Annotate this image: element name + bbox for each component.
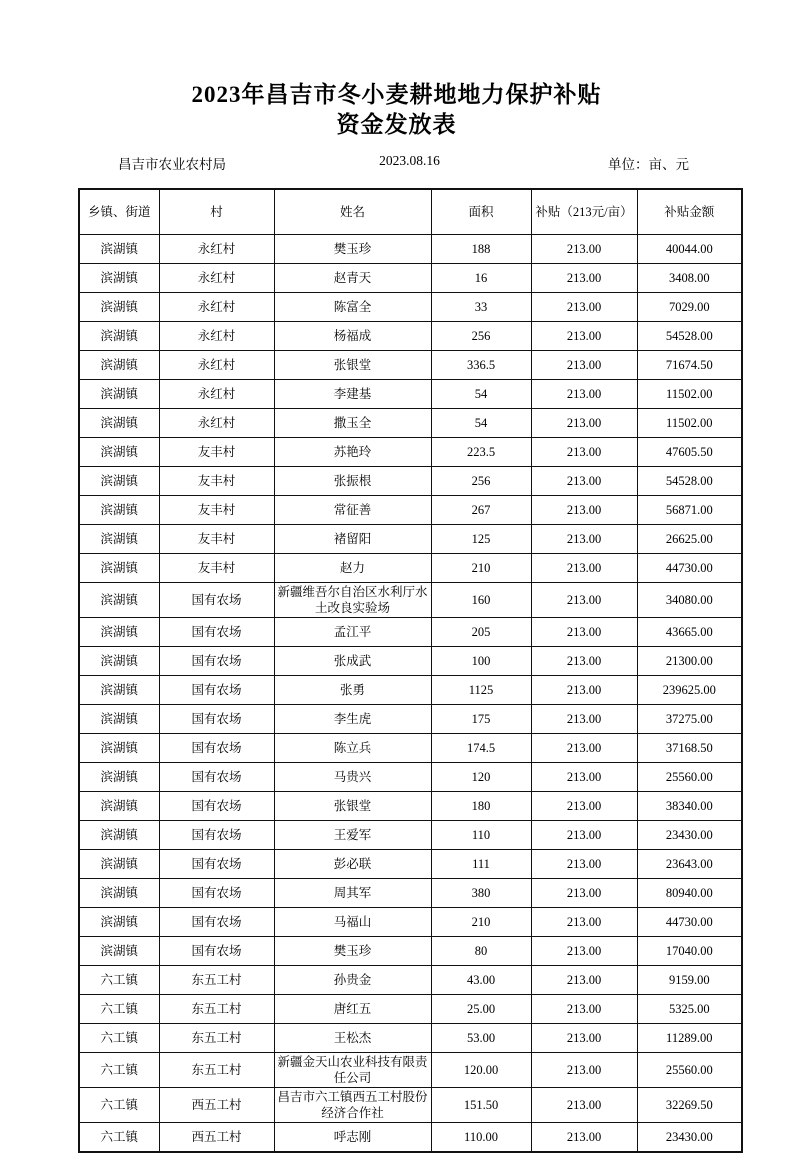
table-cell: 44730.00 xyxy=(637,554,742,583)
table-cell: 昌吉市六工镇西五工村股份经济合作社 xyxy=(274,1088,431,1123)
table-cell: 赵力 xyxy=(274,554,431,583)
table-cell: 友丰村 xyxy=(159,554,274,583)
column-header: 姓名 xyxy=(274,189,431,235)
unit-label: 单位：亩、元 xyxy=(608,157,689,172)
table-cell: 陈富全 xyxy=(274,293,431,322)
table-cell: 李生虎 xyxy=(274,705,431,734)
table-cell: 国有农场 xyxy=(159,763,274,792)
table-cell: 21300.00 xyxy=(637,647,742,676)
table-cell: 34080.00 xyxy=(637,583,742,618)
table-cell: 滨湖镇 xyxy=(79,734,159,763)
table-cell: 213.00 xyxy=(531,438,637,467)
table-row xyxy=(79,734,742,763)
table-cell: 37275.00 xyxy=(637,705,742,734)
table-cell: 175 xyxy=(431,705,531,734)
table-cell: 213.00 xyxy=(531,734,637,763)
table-cell: 213.00 xyxy=(531,264,637,293)
table-cell: 213.00 xyxy=(531,937,637,966)
table-cell: 滨湖镇 xyxy=(79,554,159,583)
table-cell: 213.00 xyxy=(531,879,637,908)
table-cell: 新疆维吾尔自治区水利厅水土改良实验场 xyxy=(274,583,431,618)
table-cell: 11502.00 xyxy=(637,380,742,409)
table-cell: 213.00 xyxy=(531,1088,637,1123)
table-cell: 永红村 xyxy=(159,293,274,322)
table-row xyxy=(79,1053,742,1088)
table-row xyxy=(79,618,742,647)
table-row xyxy=(79,380,742,409)
table-row xyxy=(79,1088,742,1123)
table-cell: 213.00 xyxy=(531,1123,637,1153)
table-cell: 东五工村 xyxy=(159,1024,274,1053)
table-cell: 滨湖镇 xyxy=(79,850,159,879)
table-cell: 永红村 xyxy=(159,264,274,293)
table-cell: 张银堂 xyxy=(274,351,431,380)
table-cell: 213.00 xyxy=(531,966,637,995)
table-cell: 110 xyxy=(431,821,531,850)
table-row xyxy=(79,1123,742,1153)
table-cell: 滨湖镇 xyxy=(79,525,159,554)
table-cell: 常征善 xyxy=(274,496,431,525)
table-cell: 213.00 xyxy=(531,792,637,821)
table-cell: 滨湖镇 xyxy=(79,908,159,937)
table-cell: 滨湖镇 xyxy=(79,583,159,618)
table-cell: 100 xyxy=(431,647,531,676)
table-cell: 5325.00 xyxy=(637,995,742,1024)
table-cell: 撒玉全 xyxy=(274,409,431,438)
table-cell: 380 xyxy=(431,879,531,908)
table-cell: 110.00 xyxy=(431,1123,531,1153)
table-cell: 杨福成 xyxy=(274,322,431,351)
table-cell: 张成武 xyxy=(274,647,431,676)
table-cell: 新疆金天山农业科技有限责任公司 xyxy=(274,1053,431,1088)
table-cell: 六工镇 xyxy=(79,1088,159,1123)
table-cell: 永红村 xyxy=(159,409,274,438)
table-cell: 滨湖镇 xyxy=(79,821,159,850)
table-cell: 国有农场 xyxy=(159,676,274,705)
table-cell: 孟江平 xyxy=(274,618,431,647)
table-cell: 213.00 xyxy=(531,235,637,264)
table-cell: 213.00 xyxy=(531,496,637,525)
table-cell: 国有农场 xyxy=(159,792,274,821)
table-cell: 56871.00 xyxy=(637,496,742,525)
table-cell: 213.00 xyxy=(531,705,637,734)
issuer-label: 昌吉市农业农村局 xyxy=(118,157,226,172)
subsidy-table-body xyxy=(79,235,742,1153)
table-cell: 滨湖镇 xyxy=(79,647,159,676)
table-cell: 213.00 xyxy=(531,763,637,792)
table-cell: 彭必联 xyxy=(274,850,431,879)
column-header: 面积 xyxy=(431,189,531,235)
table-cell: 孙贵金 xyxy=(274,966,431,995)
table-cell: 滨湖镇 xyxy=(79,879,159,908)
table-row xyxy=(79,937,742,966)
table-row xyxy=(79,1024,742,1053)
table-cell: 赵青天 xyxy=(274,264,431,293)
table-row xyxy=(79,966,742,995)
table-row xyxy=(79,496,742,525)
table-cell: 213.00 xyxy=(531,351,637,380)
table-row xyxy=(79,235,742,264)
table-cell: 174.5 xyxy=(431,734,531,763)
table-cell: 32269.50 xyxy=(637,1088,742,1123)
table-row xyxy=(79,583,742,618)
table-cell: 滨湖镇 xyxy=(79,467,159,496)
table-cell: 54 xyxy=(431,409,531,438)
table-cell: 213.00 xyxy=(531,525,637,554)
table-cell: 80 xyxy=(431,937,531,966)
table-cell: 25560.00 xyxy=(637,1053,742,1088)
table-cell: 褚留阳 xyxy=(274,525,431,554)
table-cell: 213.00 xyxy=(531,647,637,676)
table-row xyxy=(79,850,742,879)
table-cell: 213.00 xyxy=(531,1024,637,1053)
table-cell: 213.00 xyxy=(531,409,637,438)
table-cell: 25.00 xyxy=(431,995,531,1024)
table-cell: 国有农场 xyxy=(159,821,274,850)
table-row xyxy=(79,409,742,438)
table-cell: 六工镇 xyxy=(79,1123,159,1153)
table-cell: 滨湖镇 xyxy=(79,322,159,351)
table-cell: 永红村 xyxy=(159,351,274,380)
table-cell: 3408.00 xyxy=(637,264,742,293)
table-cell: 213.00 xyxy=(531,908,637,937)
table-row xyxy=(79,351,742,380)
table-row xyxy=(79,438,742,467)
table-cell: 239625.00 xyxy=(637,676,742,705)
table-cell: 111 xyxy=(431,850,531,879)
table-cell: 友丰村 xyxy=(159,467,274,496)
table-cell: 54 xyxy=(431,380,531,409)
table-cell: 永红村 xyxy=(159,380,274,409)
table-cell: 国有农场 xyxy=(159,618,274,647)
table-cell: 六工镇 xyxy=(79,995,159,1024)
table-cell: 213.00 xyxy=(531,1053,637,1088)
table-cell: 友丰村 xyxy=(159,496,274,525)
table-cell: 180 xyxy=(431,792,531,821)
table-row xyxy=(79,995,742,1024)
table-cell: 六工镇 xyxy=(79,1024,159,1053)
table-row xyxy=(79,821,742,850)
table-cell: 东五工村 xyxy=(159,1053,274,1088)
table-cell: 国有农场 xyxy=(159,908,274,937)
table-cell: 滨湖镇 xyxy=(79,676,159,705)
table-cell: 王爱军 xyxy=(274,821,431,850)
table-cell: 永红村 xyxy=(159,235,274,264)
table-cell: 1125 xyxy=(431,676,531,705)
table-cell: 267 xyxy=(431,496,531,525)
subsidy-table xyxy=(78,188,743,1153)
table-cell: 11289.00 xyxy=(637,1024,742,1053)
table-cell: 滨湖镇 xyxy=(79,705,159,734)
table-cell: 滨湖镇 xyxy=(79,937,159,966)
table-cell: 54528.00 xyxy=(637,467,742,496)
table-row xyxy=(79,525,742,554)
table-cell: 23430.00 xyxy=(637,1123,742,1153)
table-cell: 210 xyxy=(431,554,531,583)
table-cell: 西五工村 xyxy=(159,1088,274,1123)
table-cell: 25560.00 xyxy=(637,763,742,792)
table-cell: 马贵兴 xyxy=(274,763,431,792)
table-cell: 滨湖镇 xyxy=(79,235,159,264)
table-cell: 125 xyxy=(431,525,531,554)
table-row xyxy=(79,322,742,351)
table-cell: 120.00 xyxy=(431,1053,531,1088)
column-header: 补贴金额 xyxy=(637,189,742,235)
table-cell: 213.00 xyxy=(531,322,637,351)
table-cell: 151.50 xyxy=(431,1088,531,1123)
table-cell: 滨湖镇 xyxy=(79,438,159,467)
table-cell: 53.00 xyxy=(431,1024,531,1053)
table-cell: 213.00 xyxy=(531,583,637,618)
table-cell: 80940.00 xyxy=(637,879,742,908)
table-cell: 呼志刚 xyxy=(274,1123,431,1153)
table-cell: 120 xyxy=(431,763,531,792)
table-cell: 9159.00 xyxy=(637,966,742,995)
date-label: 2023.08.16 xyxy=(379,153,440,168)
table-cell: 213.00 xyxy=(531,380,637,409)
table-row xyxy=(79,879,742,908)
table-cell: 国有农场 xyxy=(159,850,274,879)
column-header: 村 xyxy=(159,189,274,235)
table-cell: 张勇 xyxy=(274,676,431,705)
table-cell: 西五工村 xyxy=(159,1123,274,1153)
table-row xyxy=(79,763,742,792)
table-cell: 213.00 xyxy=(531,676,637,705)
table-cell: 六工镇 xyxy=(79,1053,159,1088)
table-header-row xyxy=(79,189,742,235)
table-cell: 44730.00 xyxy=(637,908,742,937)
column-header: 乡镇、街道 xyxy=(79,189,159,235)
table-cell: 国有农场 xyxy=(159,734,274,763)
table-cell: 滨湖镇 xyxy=(79,351,159,380)
table-cell: 213.00 xyxy=(531,850,637,879)
table-row xyxy=(79,792,742,821)
table-cell: 23643.00 xyxy=(637,850,742,879)
table-cell: 滨湖镇 xyxy=(79,264,159,293)
table-cell: 滨湖镇 xyxy=(79,293,159,322)
table-row xyxy=(79,676,742,705)
table-row xyxy=(79,293,742,322)
table-cell: 47605.50 xyxy=(637,438,742,467)
table-cell: 38340.00 xyxy=(637,792,742,821)
table-cell: 213.00 xyxy=(531,554,637,583)
table-cell: 周其军 xyxy=(274,879,431,908)
table-cell: 43665.00 xyxy=(637,618,742,647)
table-cell: 滨湖镇 xyxy=(79,618,159,647)
table-row xyxy=(79,908,742,937)
table-cell: 43.00 xyxy=(431,966,531,995)
table-cell: 李建基 xyxy=(274,380,431,409)
table-cell: 256 xyxy=(431,467,531,496)
table-cell: 256 xyxy=(431,322,531,351)
table-cell: 26625.00 xyxy=(637,525,742,554)
table-cell: 国有农场 xyxy=(159,937,274,966)
table-cell: 223.5 xyxy=(431,438,531,467)
page-title-line1: 2023年昌吉市冬小麦耕地地力保护补贴 xyxy=(191,82,602,107)
table-cell: 16 xyxy=(431,264,531,293)
table-cell: 40044.00 xyxy=(637,235,742,264)
table-cell: 213.00 xyxy=(531,618,637,647)
table-cell: 六工镇 xyxy=(79,966,159,995)
table-cell: 樊玉珍 xyxy=(274,235,431,264)
table-cell: 苏艳玲 xyxy=(274,438,431,467)
table-cell: 滨湖镇 xyxy=(79,409,159,438)
table-cell: 213.00 xyxy=(531,821,637,850)
table-cell: 陈立兵 xyxy=(274,734,431,763)
table-cell: 滨湖镇 xyxy=(79,380,159,409)
table-row xyxy=(79,554,742,583)
table-cell: 160 xyxy=(431,583,531,618)
table-cell: 马福山 xyxy=(274,908,431,937)
table-cell: 国有农场 xyxy=(159,705,274,734)
table-row xyxy=(79,705,742,734)
table-cell: 7029.00 xyxy=(637,293,742,322)
table-cell: 友丰村 xyxy=(159,525,274,554)
table-cell: 336.5 xyxy=(431,351,531,380)
table-row xyxy=(79,264,742,293)
table-cell: 205 xyxy=(431,618,531,647)
table-cell: 71674.50 xyxy=(637,351,742,380)
table-cell: 滨湖镇 xyxy=(79,763,159,792)
table-cell: 23430.00 xyxy=(637,821,742,850)
column-header: 补贴（213元/亩） xyxy=(531,189,637,235)
table-cell: 11502.00 xyxy=(637,409,742,438)
table-cell: 东五工村 xyxy=(159,966,274,995)
table-cell: 210 xyxy=(431,908,531,937)
table-cell: 213.00 xyxy=(531,995,637,1024)
table-cell: 张振根 xyxy=(274,467,431,496)
table-cell: 国有农场 xyxy=(159,583,274,618)
table-row xyxy=(79,647,742,676)
table-cell: 37168.50 xyxy=(637,734,742,763)
table-cell: 213.00 xyxy=(531,467,637,496)
table-container xyxy=(78,188,741,1153)
table-row xyxy=(79,467,742,496)
table-cell: 王松杰 xyxy=(274,1024,431,1053)
table-cell: 188 xyxy=(431,235,531,264)
table-cell: 友丰村 xyxy=(159,438,274,467)
meta-row xyxy=(78,153,741,173)
table-cell: 张银堂 xyxy=(274,792,431,821)
table-cell: 樊玉珍 xyxy=(274,937,431,966)
table-cell: 唐红五 xyxy=(274,995,431,1024)
page-title xyxy=(0,80,793,140)
table-cell: 213.00 xyxy=(531,293,637,322)
table-cell: 17040.00 xyxy=(637,937,742,966)
table-cell: 国有农场 xyxy=(159,879,274,908)
table-cell: 33 xyxy=(431,293,531,322)
table-cell: 东五工村 xyxy=(159,995,274,1024)
table-cell: 国有农场 xyxy=(159,647,274,676)
table-cell: 滨湖镇 xyxy=(79,792,159,821)
table-cell: 滨湖镇 xyxy=(79,496,159,525)
table-cell: 54528.00 xyxy=(637,322,742,351)
page-title-line2: 资金发放表 xyxy=(336,112,457,137)
table-cell: 永红村 xyxy=(159,322,274,351)
